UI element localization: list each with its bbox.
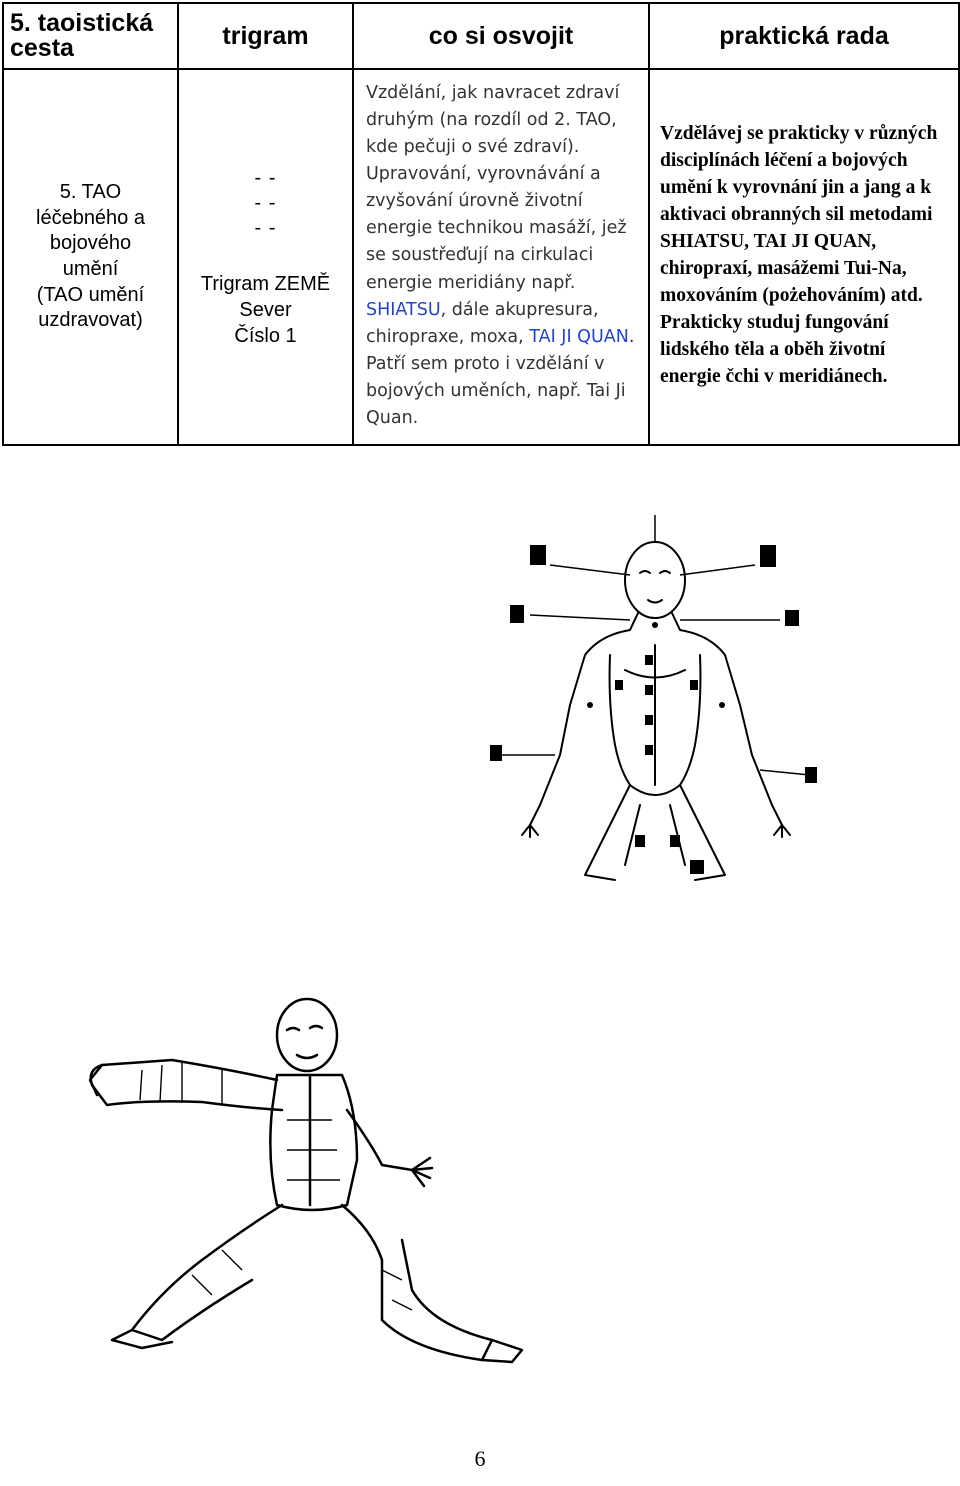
table-header-row bbox=[3, 3, 959, 69]
path-line: umění bbox=[62, 258, 119, 280]
tai-ji-quan-term: TAI JI QUAN bbox=[529, 326, 629, 347]
path-line: léčebného a bbox=[36, 206, 145, 229]
trigram-direction: Sever bbox=[239, 298, 292, 321]
trigram-number: Číslo 1 bbox=[234, 324, 297, 347]
path-line: (TAO umění bbox=[36, 283, 145, 306]
advice-cell: Vzdělávej se prakticky v různých disciplínách léčení a bojových umění k vyrovnání jin a jang a k aktivaci obranných sil metodami SHIATSU, TAI JI QUAN, chiropraxí, masážemi Tui-Na, moxováním (pożehováním) atd. Prakticky studuj fungování lidského těla a oběh životní energie čchi v meridiánech. bbox=[649, 69, 959, 445]
path-line: 5. TAO bbox=[59, 181, 122, 204]
header-trigram: trigram bbox=[178, 3, 353, 69]
learn-text: . Patří sem proto i vzdělání v bojových uměních, např. Tai Ji Quan. bbox=[366, 326, 635, 429]
meridian-body-illustration bbox=[490, 505, 820, 885]
learn-cell bbox=[353, 69, 649, 445]
taoist-path-table bbox=[2, 2, 960, 446]
trigram-line: - - bbox=[254, 166, 277, 189]
learn-text: , dále akupresura, chiropraxe, moxa, bbox=[366, 299, 599, 347]
page-number: 6 bbox=[474, 1446, 486, 1471]
table-row bbox=[3, 69, 959, 445]
path-line: uzdravovat) bbox=[38, 309, 143, 332]
path-line: bojového bbox=[49, 232, 132, 255]
header-learn: co si osvojit bbox=[353, 3, 649, 69]
header-path: 5. taoistická cesta bbox=[3, 3, 178, 69]
header-advice: praktická rada bbox=[649, 3, 959, 69]
path-cell bbox=[3, 69, 178, 445]
trigram-symbol bbox=[183, 166, 348, 241]
learn-text: Vzdělání, jak navracet zdraví druhým (na rozdíl od 2. TAO, kde pečuji o své zdraví). Upravování, vyrovnávání a zvyšování úrovně životní energie technikou masáží, jež se soustřeďují na cirkulaci energie meridiány např. bbox=[366, 82, 627, 293]
trigram-cell bbox=[178, 69, 353, 445]
trigram-line: - - bbox=[254, 216, 277, 239]
trigram-line: - - bbox=[254, 191, 277, 214]
trigram-name: Trigram ZEMĚ bbox=[200, 272, 331, 295]
tai-chi-figure-illustration bbox=[82, 990, 542, 1370]
shiatsu-term: SHIATSU bbox=[366, 299, 441, 320]
